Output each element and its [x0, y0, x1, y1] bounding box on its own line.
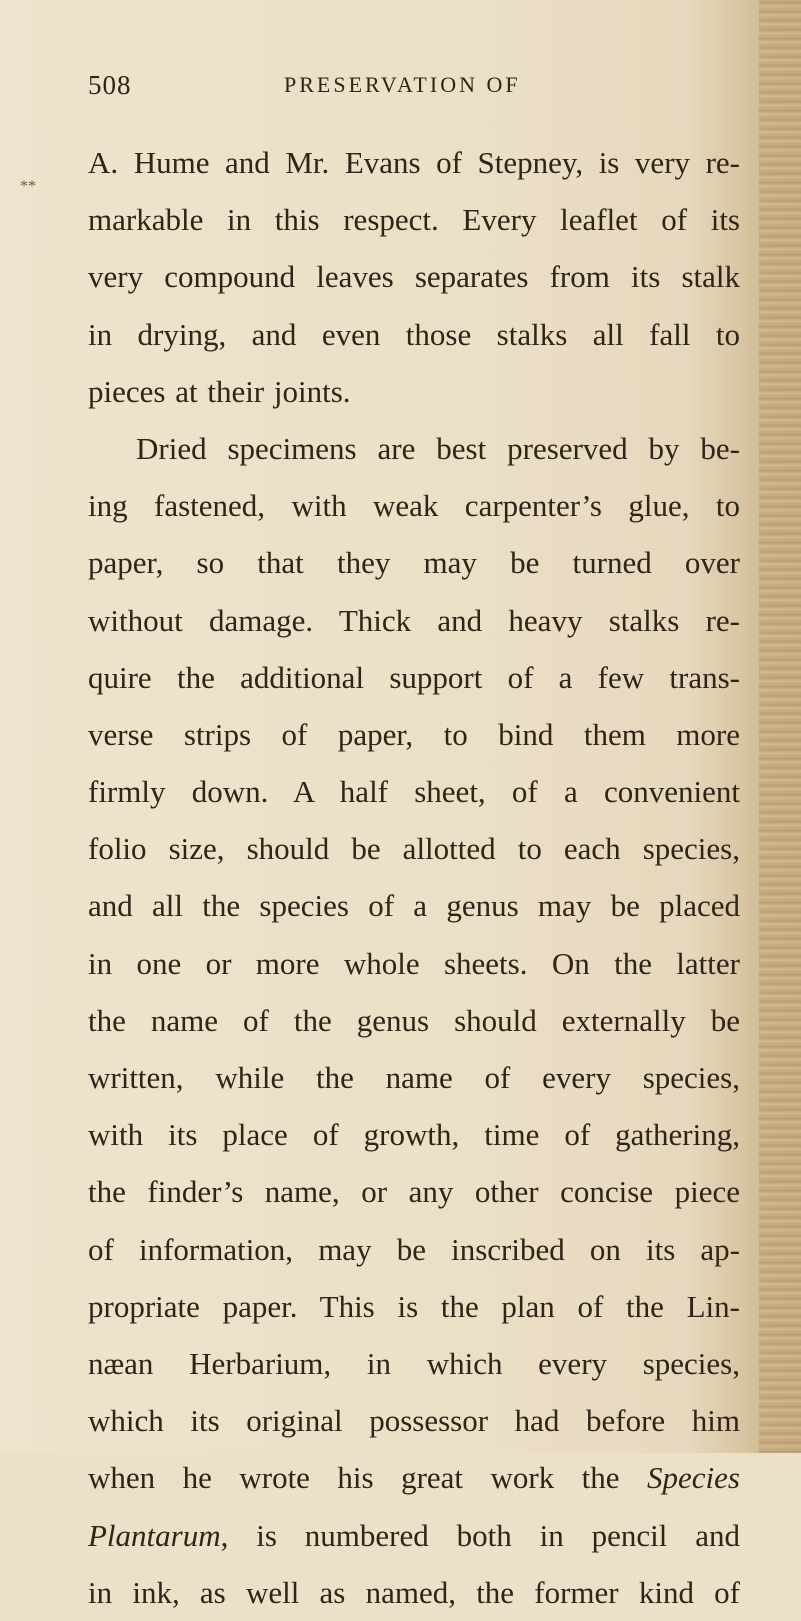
text-line-with-italic: [88, 1449, 740, 1506]
text-line: very compound leaves separates from its stalk: [88, 259, 740, 295]
text-line: in one or more whole sheets. On the latter: [88, 945, 740, 981]
italic-word: Species: [647, 1460, 740, 1496]
line-text: when he wrote his great work the: [88, 1460, 648, 1496]
text-line: written, while the name of every species,: [88, 1060, 740, 1095]
text-line: in drying, and even those stalks all fall to: [88, 316, 740, 352]
text-line: pieces at their joints.: [88, 373, 351, 409]
page-edge: [759, 0, 801, 1453]
text-line: folio size, should be allotted to each species,: [88, 831, 740, 867]
text-line: in ink, as well as named, the former kind of: [88, 1574, 740, 1610]
text-line: quire the additional support of a few trans-: [88, 659, 740, 695]
text-line: the name of the genus should externally be: [88, 1002, 740, 1038]
text-line: markable in this respect. Every leaflet of its: [88, 202, 740, 238]
text-line: the finder’s name, or any other concise piece: [88, 1174, 740, 1210]
running-head: PRESERVATION OF: [284, 72, 521, 97]
margin-mark: **: [20, 178, 36, 195]
body-text: [88, 134, 740, 1621]
text-line-with-italic: [88, 1507, 740, 1564]
text-line: verse strips of paper, to bind them more: [88, 716, 740, 752]
paragraph-start-line: Dried specimens are best preserved by be-: [136, 430, 740, 466]
text-line: firmly down. A half sheet, of a convenient: [88, 774, 740, 810]
text-line: næan Herbarium, in which every species,: [88, 1345, 740, 1381]
text-line: with its place of growth, time of gathering,: [88, 1117, 740, 1153]
page-header: [88, 70, 688, 110]
text-line: propriate paper. This is the plan of the Lin-: [88, 1288, 740, 1324]
text-line: ing fastened, with weak carpenter’s glue, to: [88, 488, 740, 524]
text-line: of information, may be inscribed on its ap-: [88, 1231, 740, 1267]
italic-word: Plantarum: [88, 1517, 221, 1553]
text-line: paper, so that they may be turned over: [88, 545, 740, 581]
line-text: , is numbered both in pencil and: [220, 1517, 740, 1553]
text-line: which its original possessor had before him: [88, 1403, 740, 1439]
text-line: and all the species of a genus may be placed: [88, 888, 740, 924]
text-line: A. Hume and Mr. Evans of Stepney, is very re-: [88, 145, 740, 180]
text-line: without damage. Thick and heavy stalks re-: [88, 602, 740, 638]
page-number: 508: [88, 70, 132, 100]
